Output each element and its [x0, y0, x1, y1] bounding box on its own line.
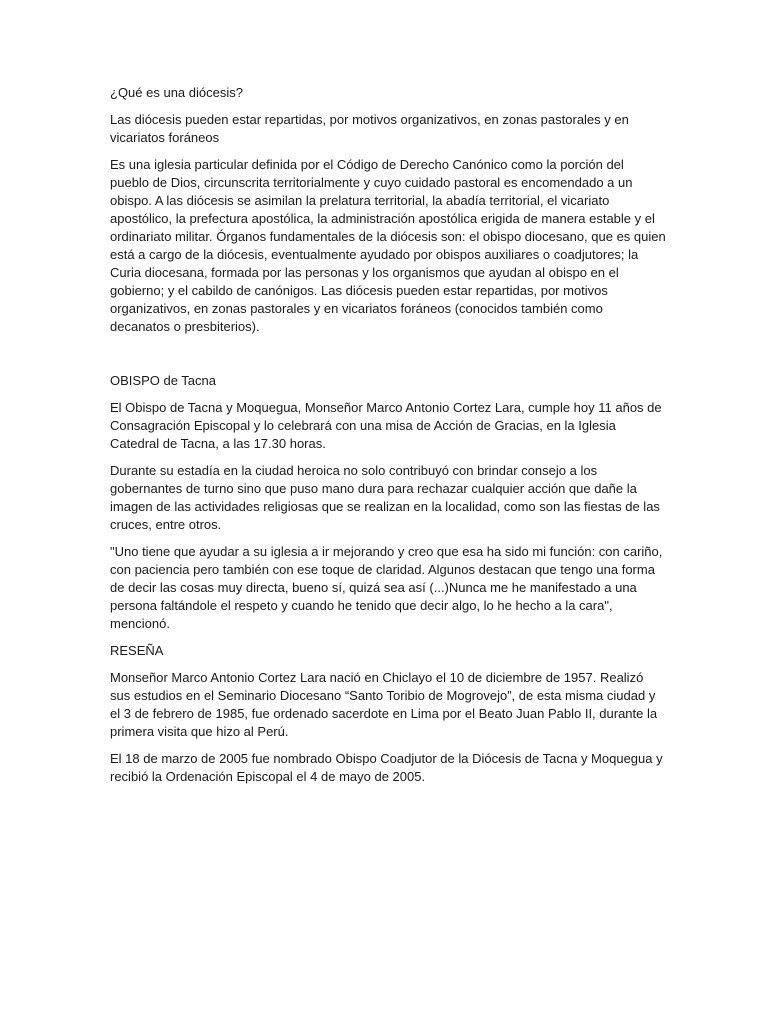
- question-title: ¿Qué es una diócesis?: [110, 85, 243, 100]
- resena-paragraph-1: Monseñor Marco Antonio Cortez Lara nació en Chiclayo el 10 de diciembre de 1957. Realizó sus estudios en el Seminario Diocesano “Santo Toribio de Mogrovejo”, de esta misma ciudad y el 3 de febrero de 1985, fue ordenado sacerdote en Lima por el Beato Juan Pablo II, durante la primera visita que hizo al Perú.: [110, 670, 658, 739]
- document-body: [110, 84, 666, 795]
- obispo-quote-paragraph: "Uno tiene que ayudar a su iglesia a ir mejorando y creo que esa ha sido mi función: con cariño, con paciencia pero también con ese toque de claridad. Algunos destacan que tengo una forma de decir las cosas muy directa, bueno sí, quizá sea así (...)Nunca me he manifestado a una persona faltándole el respeto y cuando he tenido que decir algo, lo he hecho a la cara", mencionó.: [110, 544, 663, 631]
- resena-paragraph-2: El 18 de marzo de 2005 fue nombrado Obispo Coadjutor de la Diócesis de Tacna y Moquegua y recibió la Ordenación Episcopal el 4 de mayo de 2005.: [110, 751, 663, 784]
- obispo-paragraph-2: Durante su estadía en la ciudad heroica no solo contribuyó con brindar consejo a los gobernantes de turno sino que puso mano dura para rechazar cualquier acción que dañe la imagen de las actividades religiosas que se realizan en la localidad, como son las fiestas de las cruces, entre otros.: [110, 463, 660, 532]
- obispo-paragraph-1: El Obispo de Tacna y Moquegua, Monseñor Marco Antonio Cortez Lara, cumple hoy 11 años de Consagración Episcopal y lo celebrará con una misa de Acción de Gracias, en la Iglesia Catedral de Tacna, a las 17.30 horas.: [110, 400, 662, 451]
- question-intro-paragraph: Las diócesis pueden estar repartidas, por motivos organizativos, en zonas pastorales y en vicariatos foráneos: [110, 112, 629, 145]
- obispo-heading: OBISPO de Tacna: [110, 373, 216, 388]
- section-spacer: [110, 345, 666, 372]
- question-body-paragraph: Es una iglesia particular definida por el Código de Derecho Canónico como la porción del pueblo de Dios, circunscrita territorialmente y cuyo cuidado pastoral es encomendado a un obispo. A las diócesis se asimilan la prelatura territorial, la abadía territorial, el vicariato apostólico, la prefectura apostólica, la administración apostólica erigida de manera estable y el ordinariato militar. Órganos fundamentales de la diócesis son: el obispo diocesano, que es quien está a cargo de la diócesis, eventualmente ayudado por obispos auxiliares o coadjutores; la Curia diocesana, formada por las personas y los organismos que ayudan al obispo en el gobierno; y el cabildo de canónigos. Las diócesis pueden estar repartidas, por motivos organizativos, en zonas pastorales y en vicariatos foráneos (conocidos también como decanatos o presbiterios).: [110, 157, 666, 334]
- resena-heading: RESEÑA: [110, 643, 164, 658]
